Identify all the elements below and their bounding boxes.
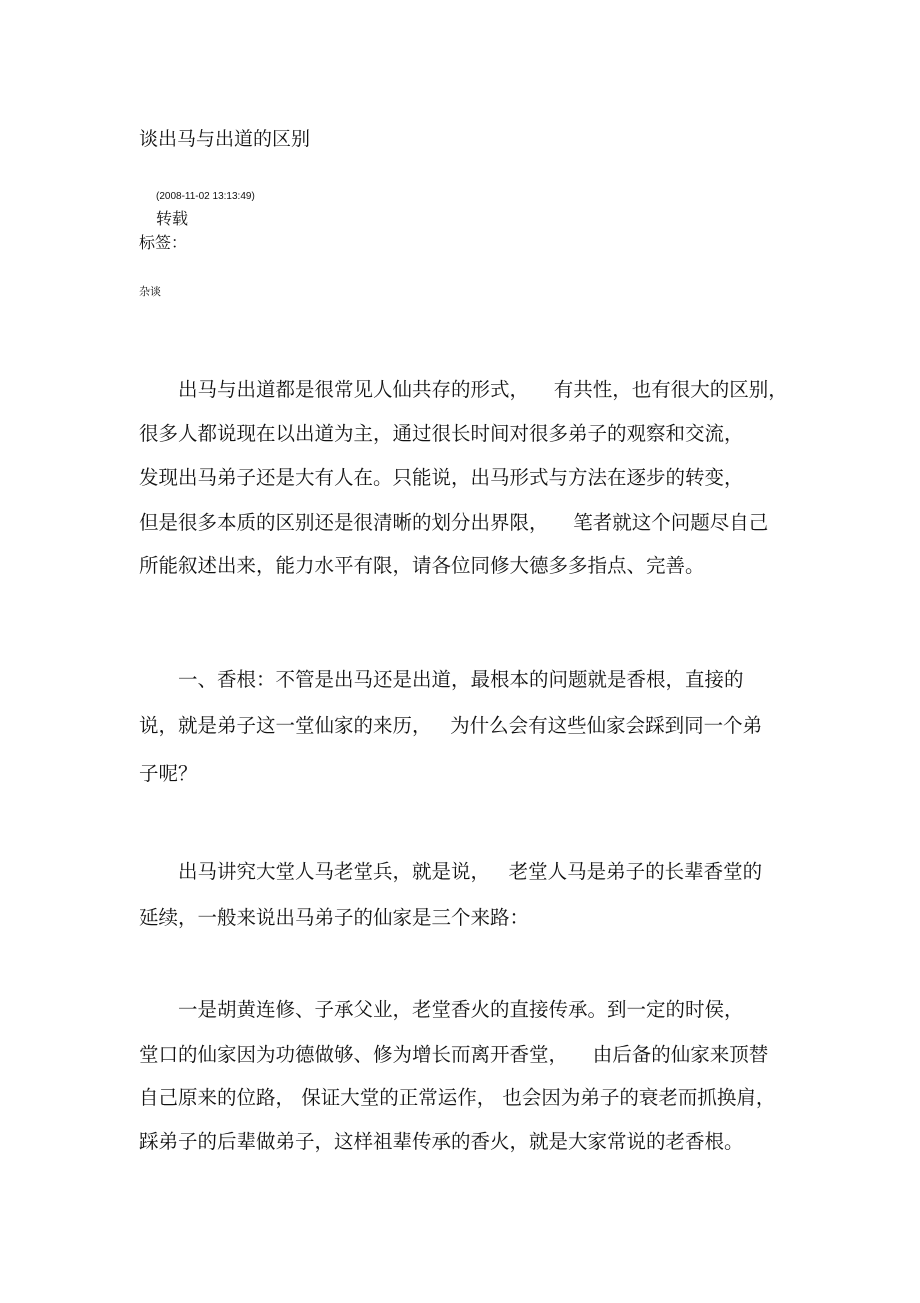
text-line: 出马讲究大堂人马老堂兵，就是说， 老堂人马是弟子的长辈香堂的 (178, 860, 763, 883)
tag-link[interactable]: 杂谈 (139, 285, 161, 298)
text-line: 所能叙述出来，能力水平有限，请各位同修大德多多指点、完善。 (139, 554, 705, 577)
repost-label: 转载 (156, 209, 189, 228)
text-line: 一、香根：不管是出马还是出道，最根本的问题就是香根，直接的 (178, 668, 744, 691)
text-line: 但是很多本质的区别还是很清晰的划分出界限， 笔者就这个问题尽自己 (139, 511, 769, 534)
text-line: 延续，一般来说出马弟子的仙家是三个来路： (139, 906, 530, 929)
article-title: 谈出马与出道的区别 (139, 128, 311, 150)
text-line: 说，就是弟子这一堂仙家的来历， 为什么会有这些仙家会踩到同一个弟 (139, 714, 763, 737)
text-line: 子呢？ (139, 762, 198, 785)
post-timestamp: (2008-11-02 13:13:49) (156, 191, 255, 202)
tags-label: 标签： (139, 233, 188, 252)
text-line: 发现出马弟子还是大有人在。只能说，出马形式与方法在逐步的转变， (139, 466, 744, 489)
text-line: 踩弟子的后辈做弟子，这样祖辈传承的香火，就是大家常说的老香根。 (139, 1130, 744, 1153)
text-line: 堂口的仙家因为功德做够、修为增长而离开香堂， 由后备的仙家来顶替 (139, 1043, 769, 1066)
text-line: 自己原来的位路， 保证大堂的正常运作， 也会因为弟子的衰老而抓换肩， (139, 1086, 776, 1109)
text-line: 出马与出道都是很常见人仙共存的形式， 有共性，也有很大的区别， (178, 378, 788, 401)
text-line: 很多人都说现在以出道为主，通过很长时间对很多弟子的观察和交流， (139, 422, 744, 445)
text-line: 一是胡黄连修、子承父业，老堂香火的直接传承。到一定的时侯， (178, 998, 744, 1021)
